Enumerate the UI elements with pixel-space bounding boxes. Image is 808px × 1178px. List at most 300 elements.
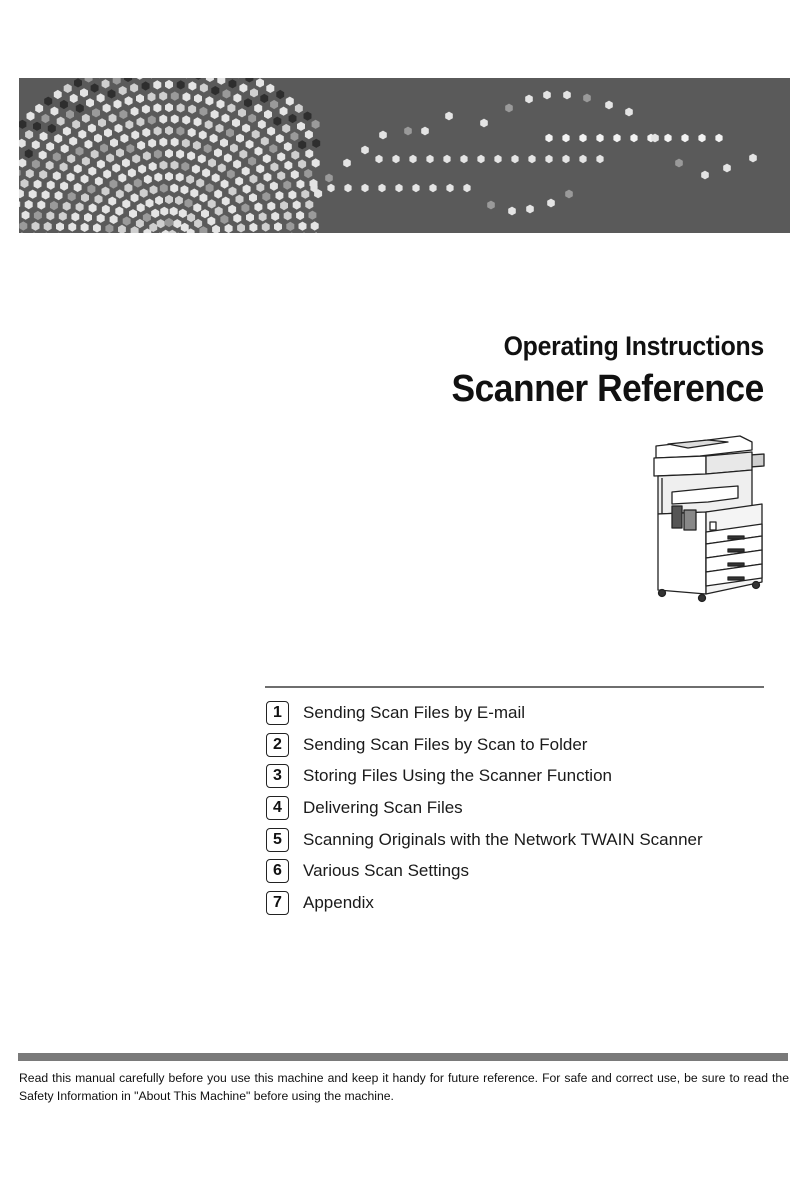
hexagon-dot	[605, 101, 613, 110]
hexagon-dot	[494, 155, 501, 163]
hexagon-dot	[19, 232, 26, 233]
hexagon-dot	[128, 168, 136, 177]
hexagon-dot	[460, 155, 467, 163]
hexagon-dot	[95, 195, 103, 204]
hexagon-dot	[144, 175, 152, 184]
hexagon-dot	[19, 168, 21, 177]
hexagon-dot	[276, 134, 284, 143]
hexagon-dot	[118, 225, 126, 233]
hexagon-dot	[220, 138, 228, 147]
hexagon-dot	[579, 134, 586, 142]
hexagon-dot	[528, 155, 535, 163]
hexagon-dot	[19, 221, 27, 230]
hexagon-dot	[138, 165, 146, 174]
hexagon-dot	[297, 180, 305, 189]
hexagon-dot	[165, 80, 173, 89]
hexagon-dot	[288, 190, 296, 199]
hexagon-dot	[136, 94, 144, 103]
hexagon-dot	[188, 128, 196, 137]
toc-item[interactable]	[266, 729, 703, 761]
hexagon-dot	[305, 149, 313, 158]
hexagon-dot	[25, 149, 33, 158]
hexagon-dot	[140, 189, 148, 198]
hexagon-dot	[304, 169, 312, 178]
hexagon-dot	[51, 107, 59, 116]
hexagon-dot	[26, 169, 34, 178]
hexagon-dot	[154, 126, 162, 135]
hexagon-dot	[171, 92, 179, 101]
hexagon-dot	[91, 83, 99, 92]
hexagon-dot	[32, 222, 40, 231]
hexagon-dot	[137, 117, 145, 126]
hexagon-dot	[269, 144, 277, 153]
hexagon-dot	[115, 124, 123, 133]
hexagon-dot	[508, 207, 516, 216]
hexagon-dot	[250, 88, 258, 97]
hexagon-dot	[443, 155, 450, 163]
hexagon-dot	[100, 144, 108, 153]
hexagon-dot	[113, 78, 121, 85]
hexagon-dot	[34, 180, 42, 189]
hexagon-dot	[153, 103, 161, 112]
hexagon-dot	[276, 191, 284, 200]
hexagon-dot	[300, 233, 308, 234]
hexagon-dot	[217, 100, 225, 109]
hexagon-dot	[277, 152, 285, 161]
hexagon-dot	[305, 200, 313, 209]
hexagon-dot	[238, 108, 246, 117]
hexagon-dot	[146, 199, 154, 208]
hexagon-dot	[142, 128, 150, 137]
hexagon-dot	[143, 213, 151, 222]
hexagon-dot	[160, 184, 168, 193]
hexagon-dot	[63, 127, 71, 136]
hexagon-dot	[664, 134, 671, 142]
hexagon-dot	[93, 223, 101, 232]
hexagon-dot	[182, 139, 190, 148]
hexagon-dot	[260, 94, 268, 103]
hexagon-dot	[46, 161, 54, 170]
hexagon-dot	[239, 150, 247, 159]
hexagon-dot	[126, 144, 134, 153]
hexagon-dot	[229, 79, 237, 88]
hexagon-dot	[562, 134, 569, 142]
toc-item[interactable]	[266, 887, 703, 919]
hexagon-dot	[151, 209, 159, 218]
hexagon-dot	[154, 173, 162, 182]
hexagon-dot	[223, 89, 231, 98]
hexagon-dot	[25, 200, 33, 209]
hexagon-dot	[50, 201, 58, 210]
hexagon-dot	[32, 160, 40, 169]
hexagon-dot	[212, 225, 220, 233]
hexagon-dot	[233, 160, 241, 169]
hexagon-dot	[276, 90, 284, 99]
hexagon-dot	[563, 91, 571, 100]
hexagon-dot	[511, 155, 518, 163]
chapter-label: Storing Files Using the Scanner Function	[303, 766, 612, 786]
hexagon-dot	[131, 107, 139, 116]
chapter-number: 3	[266, 764, 289, 788]
hexagon-dot	[173, 219, 181, 228]
hexagon-dot	[327, 184, 334, 192]
hexagon-dot	[76, 202, 84, 211]
hexagon-dot	[81, 223, 89, 232]
hexagon-dot	[44, 222, 52, 231]
hexagon-dot	[159, 92, 167, 101]
hexagon-dot	[204, 144, 212, 153]
toc-item[interactable]	[266, 824, 703, 856]
hexagon-dot	[215, 207, 223, 216]
hexagon-dot	[148, 139, 156, 148]
hexagon-dot	[244, 98, 252, 107]
chapter-number: 4	[266, 796, 289, 820]
hexagon-dot	[179, 209, 187, 218]
hexagon-dot	[72, 120, 80, 129]
hexagon-dot	[311, 221, 319, 230]
hexagon-dot	[270, 100, 278, 109]
hexagon-dot	[160, 207, 168, 216]
hexagon-dot	[249, 193, 257, 202]
hexagon-dot	[214, 148, 222, 157]
hexagon-dot	[426, 155, 433, 163]
hexagon-dot	[46, 142, 54, 151]
hexagon-dot	[255, 147, 263, 156]
hexagon-dot	[76, 104, 84, 113]
toc-item[interactable]	[266, 760, 703, 792]
hexagon-dot	[229, 187, 237, 196]
hexagon-dot	[97, 214, 105, 223]
hexagon-dot	[74, 164, 82, 173]
hexagon-dot	[33, 122, 41, 131]
hexagon-dot	[284, 142, 292, 151]
hexagon-dot	[271, 212, 279, 221]
hexagon-dot	[185, 199, 193, 208]
hexagon-dot	[137, 203, 145, 212]
hexagon-dot	[525, 95, 533, 104]
hexagon-dot	[613, 134, 620, 142]
hexagon-dot	[105, 224, 113, 233]
hexagon-dot	[97, 160, 105, 169]
hexagon-dot	[233, 93, 241, 102]
hexagon-dot	[95, 177, 103, 186]
hexagon-dot	[47, 181, 55, 190]
hexagon-dot	[81, 174, 89, 183]
hexagon-dot	[445, 112, 453, 121]
hexagon-dot	[98, 118, 106, 127]
hexagon-dot	[136, 78, 144, 80]
hexagon-dot	[124, 183, 132, 192]
hexagon-dot	[263, 154, 271, 163]
hexagon-dot	[274, 222, 282, 231]
hexagon-dot	[170, 184, 178, 193]
hexagon-dot	[404, 127, 412, 136]
hexagon-dot	[208, 158, 216, 167]
chapter-number: 6	[266, 859, 289, 883]
hexagon-dot	[119, 86, 127, 95]
hexagon-dot	[39, 170, 47, 179]
hexagon-dot	[187, 213, 195, 222]
hexagon-dot	[44, 97, 52, 106]
hexagon-dot	[175, 196, 183, 205]
hexagon-dot	[230, 144, 238, 153]
chapter-label: Various Scan Settings	[303, 861, 469, 881]
hexagon-dot	[176, 173, 184, 182]
hexagon-dot	[78, 130, 86, 139]
hexagon-dot	[236, 195, 244, 204]
hexagon-dot	[312, 232, 320, 233]
hexagon-dot	[34, 211, 42, 220]
toc-item[interactable]	[266, 792, 703, 824]
toc-item[interactable]	[266, 855, 703, 887]
hexagon-dot	[258, 120, 266, 129]
hexagon-dot	[206, 78, 214, 82]
hexagon-dot	[264, 110, 272, 119]
hexagon-dot	[74, 78, 82, 87]
hexagon-dot	[256, 164, 264, 173]
hexagon-dot	[102, 187, 110, 196]
hexagon-dot	[289, 114, 297, 123]
hexagon-dot	[165, 126, 173, 135]
hexagon-dot	[103, 104, 111, 113]
hexagon-dot	[153, 80, 161, 89]
toc-item[interactable]	[266, 697, 703, 729]
hexagon-dot	[40, 132, 48, 141]
hexagon-dot	[46, 211, 54, 220]
safety-notice: Read this manual carefully before you use this machine and keep it handy for future reference. For safe and correct use, be sure to read the Safety Information in "About This Machine" before using the machine.	[19, 1071, 789, 1103]
hexagon-dot	[76, 147, 84, 156]
hexagon-dot	[305, 130, 313, 139]
hexagon-dot	[217, 78, 225, 85]
hexagon-dot	[295, 104, 303, 113]
hexagon-dot	[182, 115, 190, 124]
toc-divider	[265, 686, 764, 688]
hexagon-dot	[296, 211, 304, 220]
hexagon-dot	[149, 162, 157, 171]
hexagon-dot	[67, 154, 75, 163]
hexagon-dot	[256, 183, 264, 192]
hexagon-dot	[110, 215, 118, 224]
hexagon-dot	[123, 217, 131, 226]
hexagon-dot	[25, 130, 33, 139]
hexagon-dot	[361, 184, 368, 192]
hexagon-dot	[155, 196, 163, 205]
hexagon-dot	[266, 84, 274, 93]
hexagon-dot	[583, 94, 591, 103]
hexagon-dot	[270, 182, 278, 191]
hexagon-dot	[19, 120, 26, 129]
hexagon-dot	[29, 190, 37, 199]
hexagon-dot	[201, 209, 209, 218]
hexagon-dot	[526, 205, 534, 214]
hexagon-dot	[57, 117, 65, 126]
hexagon-dot	[116, 189, 124, 198]
hexagon-dot	[254, 202, 262, 211]
hexagon-dot	[115, 207, 123, 216]
table-of-contents	[266, 697, 703, 919]
hexagon-dot	[60, 182, 68, 191]
hexagon-dot	[86, 98, 94, 107]
hexagon-dot	[277, 171, 285, 180]
hexagon-dot	[136, 219, 144, 228]
hexagon-dot	[543, 91, 551, 100]
hexagon-dot	[30, 233, 38, 234]
hexagon-dot	[88, 124, 96, 133]
hexagon-dot	[125, 120, 133, 129]
hexagon-dot	[681, 134, 688, 142]
hexagon-dot	[248, 157, 256, 166]
hexagon-dot	[68, 222, 76, 231]
hexagon-dot	[245, 78, 253, 83]
hexagon-dot	[81, 193, 89, 202]
footer-divider	[18, 1053, 788, 1061]
hexagon-dot	[379, 131, 387, 140]
hexagon-dot	[299, 222, 307, 231]
hexagon-dot	[165, 218, 173, 227]
hexagon-dot	[70, 94, 78, 103]
hexagon-dot	[170, 207, 178, 216]
hexagon-dot	[165, 195, 173, 204]
hexagon-dot	[198, 154, 206, 163]
hexagon-dot	[429, 184, 436, 192]
hexagon-dot	[80, 88, 88, 97]
hexagon-dot	[148, 115, 156, 124]
hexagon-dot	[235, 177, 243, 186]
hexagon-dot	[221, 179, 229, 188]
hexagon-dot	[87, 185, 95, 194]
hexagon-dot	[176, 126, 184, 135]
hexagon-dot	[39, 151, 47, 160]
chapter-number: 5	[266, 828, 289, 852]
hexagon-dot	[150, 185, 158, 194]
hexagon-dot	[71, 212, 79, 221]
hexagon-dot	[545, 155, 552, 163]
hexagon-dot	[625, 108, 633, 117]
hexagon-dot	[205, 120, 213, 129]
hexagon-dot	[206, 183, 214, 192]
hexagon-dot	[256, 78, 264, 87]
hexagon-dot	[104, 128, 112, 137]
hexagon-dot	[246, 213, 254, 222]
hexagon-dot	[194, 78, 202, 80]
hexagon-dot	[262, 222, 270, 231]
hexagon-dot	[280, 201, 288, 210]
hexagon-dot	[395, 184, 402, 192]
hexagon-dot	[60, 162, 68, 171]
hexagon-dot	[132, 154, 140, 163]
hexagon-dot	[53, 171, 61, 180]
hexagon-dot	[200, 107, 208, 116]
hexagon-dot	[60, 100, 68, 109]
hexagon-dot	[19, 189, 24, 198]
hexagon-dot	[137, 141, 145, 150]
hexagon-dot	[264, 173, 272, 182]
hexagon-dot	[312, 158, 320, 167]
hexagon-dot	[85, 140, 93, 149]
hexagon-dot	[27, 112, 35, 121]
hexagon-dot	[110, 179, 118, 188]
hexagon-dot	[293, 200, 301, 209]
hexagon-dot	[56, 222, 64, 231]
hexagon-dot	[343, 159, 351, 168]
hexagon-dot	[378, 184, 385, 192]
hexagon-dot	[177, 103, 185, 112]
hexagon-dot	[177, 80, 185, 89]
hexagon-dot	[64, 84, 72, 93]
hexagon-dot	[61, 144, 69, 153]
hexagon-dot	[239, 83, 247, 92]
hexagon-dot	[301, 190, 309, 199]
hexagon-dot	[565, 190, 573, 199]
hexagon-dot	[114, 100, 122, 109]
hexagon-dot	[207, 217, 215, 226]
hexagon-dot	[89, 203, 97, 212]
hexagon-dot	[304, 112, 312, 121]
hexagon-dot	[69, 137, 77, 146]
hexagon-dot	[122, 158, 130, 167]
hexagon-dot	[82, 114, 90, 123]
hexagon-dot	[143, 151, 151, 160]
hexagon-dot	[142, 81, 150, 90]
hexagon-dot	[165, 149, 173, 158]
hexagon-dot	[297, 122, 305, 131]
multifunction-printer-icon	[648, 432, 768, 607]
hexagon-dot	[562, 155, 569, 163]
hexagon-dot	[227, 104, 235, 113]
hexagon-dot	[165, 103, 173, 112]
hexagon-dot	[248, 114, 256, 123]
hexagon-dot	[309, 211, 317, 220]
hexagon-dot	[208, 199, 216, 208]
hexagon-dot	[280, 107, 288, 116]
document-subtitle: Operating Instructions	[503, 331, 764, 361]
hexagon-dot	[130, 83, 138, 92]
hexagon-dot	[183, 92, 191, 101]
hexagon-dot	[94, 134, 102, 143]
hexagon-dot	[282, 124, 290, 133]
hexagon-dot	[701, 171, 709, 180]
hexagon-dot	[545, 134, 552, 142]
hexagon-dot	[129, 209, 137, 218]
hexagon-dot	[109, 114, 117, 123]
hexagon-dot	[37, 200, 45, 209]
cover-banner	[19, 78, 790, 233]
hexagon-dot	[630, 134, 637, 142]
hexagon-dot	[211, 110, 219, 119]
chapter-label: Scanning Originals with the Network TWAIN Scanner	[303, 829, 703, 849]
hexagon-dot	[97, 93, 105, 102]
hexagon-dot	[92, 108, 100, 117]
hexagon-dot	[220, 215, 228, 224]
hexagon-dot	[286, 97, 294, 106]
hexagon-dot	[148, 92, 156, 101]
hexagon-dot	[159, 138, 167, 147]
hexagon-dot	[190, 189, 198, 198]
hexagon-dot	[249, 223, 257, 232]
hexagon-dot	[19, 139, 26, 148]
hexagon-dot	[421, 127, 429, 136]
hexagon-dot	[35, 104, 43, 113]
hexagon-dot	[119, 110, 127, 119]
hexagon-dot	[243, 185, 251, 194]
hexagon-dot	[284, 211, 292, 220]
hexagon-dot	[242, 167, 250, 176]
hexagon-dot	[261, 137, 269, 146]
chapter-label: Appendix	[303, 892, 374, 912]
hexagon-dot	[187, 151, 195, 160]
hexagon-dot	[698, 134, 705, 142]
hexagon-dot	[188, 81, 196, 90]
